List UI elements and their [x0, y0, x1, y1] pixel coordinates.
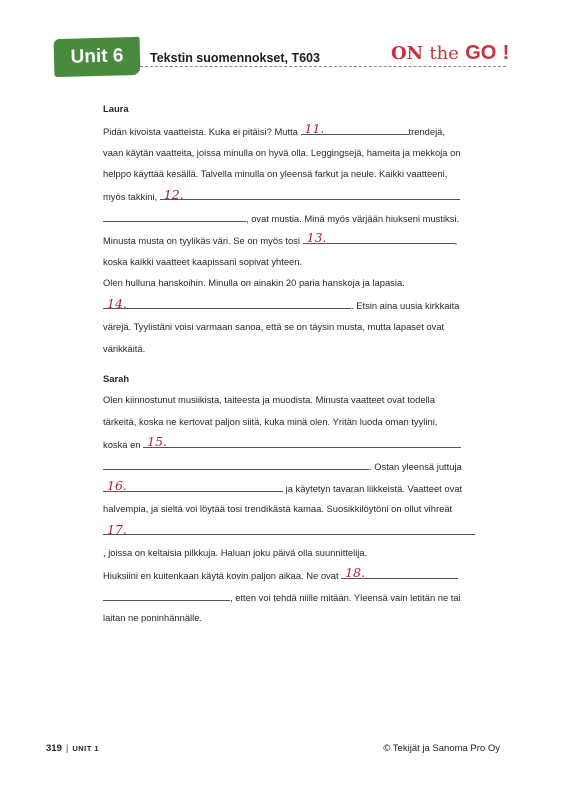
answer-blank-14[interactable]: [103, 294, 351, 309]
answer-blank-12[interactable]: [160, 185, 460, 200]
answer-blank-13[interactable]: [303, 229, 455, 244]
text-line: [103, 185, 475, 207]
page-title: Tekstin suomennokset, T603: [150, 51, 320, 65]
text-span: Minusta musta on tyylikäs väri. Se on myös tosi: [103, 234, 300, 246]
text-span: ,: [454, 234, 458, 246]
handwritten-number: 16.: [107, 478, 127, 494]
text-line: halvempia, ja sieltä voi löytää tosi trendikästä kamaa. Suosikkilöytöni on ollut vihreät: [103, 503, 453, 515]
answer-blank-16[interactable]: [103, 477, 283, 492]
section-gap: [103, 360, 475, 368]
translation-text: [103, 98, 475, 629]
text-line: tärkeitä, koska ne kertovat paljon siitä, kuka minä olen. Yritän luoda oman tyylini,: [103, 416, 438, 428]
text-line: värikkäitä.: [103, 342, 146, 354]
text-line: koska kaikki vaatteet kaapissani sopivat yhteen.: [103, 255, 303, 267]
text-span: . Etsin aina uusia kirkkaita: [351, 300, 460, 312]
handwritten-number: 14.: [107, 295, 127, 311]
footer-unit-label: UNIT 1: [72, 744, 100, 753]
unit-badge: Unit 6: [54, 37, 141, 77]
text-line: [103, 294, 475, 316]
text-line: [103, 207, 475, 229]
text-span: myös takkini,: [103, 191, 158, 203]
text-line: [103, 120, 475, 142]
text-line: Olen hulluna hanskoihin. Minulla on ainakin 20 paria hanskoja ja lapasia.: [103, 277, 405, 289]
brand-logo: [391, 42, 509, 65]
answer-blank-15[interactable]: [143, 433, 461, 448]
footer-separator: |: [65, 743, 69, 754]
handwritten-number: 11.: [304, 121, 325, 137]
text-line: [103, 520, 475, 542]
text-line: [103, 229, 475, 251]
text-span: , ovat mustia. Minä myös värjään hiukseni mustiksi.: [246, 212, 460, 224]
brand-bang: !: [502, 42, 510, 64]
text-line: Olen kiinnostunut musiikista, taiteesta ja muodista. Minusta vaatteet ovat todella: [103, 394, 435, 406]
text-span: koska en: [103, 438, 141, 450]
handwritten-number: 12.: [163, 186, 184, 202]
text-line: [103, 564, 475, 586]
answer-blank-18[interactable]: [341, 564, 458, 579]
brand-go: GO: [465, 42, 497, 64]
answer-blank-15-continued[interactable]: [103, 455, 369, 470]
text-line: värejä. Tyylistäni voisi varmaan sanoa, että se on täysin musta, mutta lapaset ovat: [103, 320, 445, 332]
footer-page-info: [46, 743, 99, 754]
text-line: [103, 586, 475, 608]
section-heading-laura: Laura: [103, 103, 129, 114]
text-span: trendejä,: [408, 125, 445, 137]
handwritten-number: 17.: [107, 521, 127, 537]
text-span: ja käytetyn tavaran liikkeistä. Vaatteet ovat: [285, 482, 463, 494]
handwritten-number: 18.: [345, 565, 366, 581]
brand-the: the: [429, 43, 459, 64]
answer-blank-18-continued[interactable]: [103, 586, 230, 601]
text-span: , etten voi tehdä niille mitään. Yleensä vain letitän ne tai: [230, 591, 461, 603]
footer-copyright: © Tekijät ja Sanoma Pro Oy: [383, 743, 500, 754]
text-span: . Ostan yleensä juttuja: [369, 460, 462, 472]
handwritten-number: 13.: [306, 230, 327, 246]
page-number: 319: [46, 743, 62, 754]
text-line: [103, 433, 475, 455]
text-line: , joissa on keltaisia pilkkuja. Haluan joku päivä olla suunnittelija.: [103, 546, 368, 558]
answer-blank-11[interactable]: [301, 120, 409, 135]
section-heading-sarah: Sarah: [103, 372, 130, 384]
text-line: [103, 477, 475, 499]
text-line: vaan käytän vaatteita, joissa minulla on hyvä olla. Leggingsejä, hameita ja mekkoja on: [103, 146, 461, 158]
brand-on: ON: [391, 43, 424, 64]
text-line: laitan ne poninhännälle.: [103, 612, 203, 624]
text-span: Hiuksiini en kuitenkaan käytä kovin paljon aikaa. Ne ovat: [103, 569, 339, 581]
text-line: helppo käyttää kesällä. Talvella minulla on yleensä farkut ja neule. Kaikki vaatteeni,: [103, 168, 448, 180]
header-divider: [140, 66, 506, 67]
text-span: Pidän kivoista vaatteista. Kuka ei pitäisi? Mutta: [103, 125, 298, 137]
text-line: [103, 455, 475, 477]
answer-blank-12-continued[interactable]: [103, 207, 246, 222]
answer-blank-17[interactable]: [103, 520, 475, 535]
handwritten-number: 15.: [147, 434, 168, 450]
